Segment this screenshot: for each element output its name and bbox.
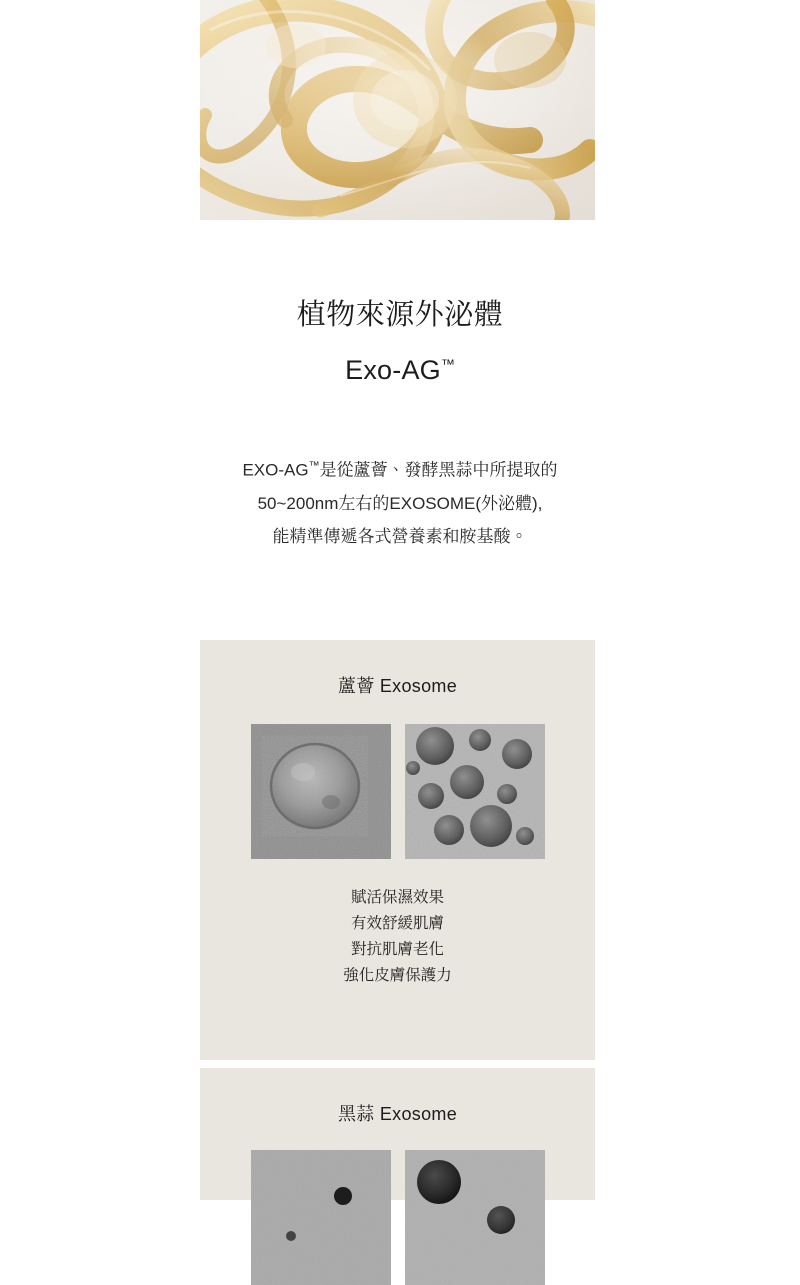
golden-oil-swirl-image bbox=[200, 0, 595, 220]
product-description bbox=[100, 450, 700, 553]
tem-micrograph-dark-vesicle-right bbox=[405, 1150, 545, 1285]
garlic-micrograph-row bbox=[200, 1150, 595, 1285]
trademark-symbol: ™ bbox=[440, 356, 455, 372]
description-line2: 50~200nm左右的EXOSOME(外泌體), bbox=[257, 493, 543, 513]
aloe-benefits-list bbox=[200, 885, 595, 989]
black-garlic-exosome-panel bbox=[200, 1068, 595, 1200]
page-subtitle-text: Exo-AG bbox=[345, 355, 441, 385]
page-title: 植物來源外泌體 bbox=[296, 299, 504, 331]
aloe-exosome-panel bbox=[200, 640, 595, 1060]
tem-micrograph-single-vesicle bbox=[251, 724, 391, 859]
page-subtitle bbox=[0, 347, 800, 387]
benefit-item: 賦活保濕效果 bbox=[350, 889, 444, 906]
aloe-micrograph-row bbox=[200, 724, 595, 859]
benefit-item: 對抗肌膚老化 bbox=[350, 941, 444, 958]
description-line1-suffix: 是從蘆薈、發酵黑蒜中所提取的 bbox=[319, 460, 558, 480]
trademark-symbol-inline: ™ bbox=[308, 460, 320, 472]
benefit-item: 有效舒緩肌膚 bbox=[350, 915, 444, 932]
benefit-item: 強化皮膚保護力 bbox=[343, 967, 452, 984]
garlic-panel-title: 黑蒜 Exosome bbox=[337, 1104, 458, 1124]
tem-micrograph-multiple-vesicles bbox=[405, 724, 545, 859]
tem-micrograph-dark-vesicle-left bbox=[251, 1150, 391, 1285]
description-line3: 能精準傳遞各式營養素和胺基酸。 bbox=[272, 526, 528, 546]
title-block bbox=[0, 295, 800, 387]
description-line1-prefix: EXO-AG bbox=[242, 460, 309, 480]
aloe-panel-title: 蘆薈 Exosome bbox=[337, 676, 458, 696]
